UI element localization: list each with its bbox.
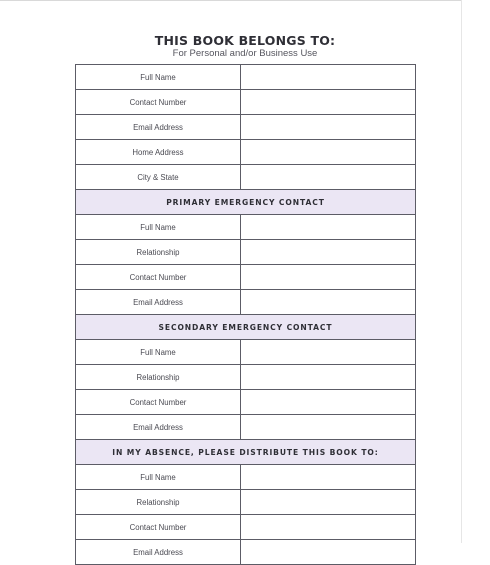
secondary-relationship-field[interactable] bbox=[241, 365, 415, 389]
primary-contact-number-field[interactable] bbox=[241, 265, 415, 289]
form-row-primary-relationship bbox=[76, 240, 415, 265]
top-divider bbox=[0, 0, 462, 1]
absence-email-address-field[interactable] bbox=[241, 540, 415, 564]
field-label: Contact Number bbox=[76, 265, 241, 289]
contact-number-field[interactable] bbox=[241, 90, 415, 114]
form-row-secondary-email-address bbox=[76, 415, 415, 440]
field-label: Full Name bbox=[76, 215, 241, 239]
form-row-absence-contact-number bbox=[76, 515, 415, 540]
absence-contact-number-field[interactable] bbox=[241, 515, 415, 539]
field-label: Home Address bbox=[76, 140, 241, 164]
form-row-email-address bbox=[76, 115, 415, 140]
field-label: Email Address bbox=[76, 290, 241, 314]
absence-full-name-field[interactable] bbox=[241, 465, 415, 489]
field-label: Contact Number bbox=[76, 390, 241, 414]
form-row-home-address bbox=[76, 140, 415, 165]
section-header-primary-emergency: PRIMARY EMERGENCY CONTACT bbox=[76, 190, 415, 215]
field-label: Relationship bbox=[76, 240, 241, 264]
primary-full-name-field[interactable] bbox=[241, 215, 415, 239]
form-row-absence-email-address bbox=[76, 540, 415, 565]
field-label: Contact Number bbox=[76, 90, 241, 114]
form-row-absence-full-name bbox=[76, 465, 415, 490]
secondary-email-address-field[interactable] bbox=[241, 415, 415, 439]
form-row-full-name bbox=[76, 65, 415, 90]
section-header-secondary-emergency: SECONDARY EMERGENCY CONTACT bbox=[76, 315, 415, 340]
primary-email-address-field[interactable] bbox=[241, 290, 415, 314]
form-row-secondary-full-name bbox=[76, 340, 415, 365]
field-label: Relationship bbox=[76, 490, 241, 514]
home-address-field[interactable] bbox=[241, 140, 415, 164]
page-edge bbox=[461, 0, 462, 543]
owner-info-form bbox=[75, 64, 416, 565]
field-label: Email Address bbox=[76, 540, 241, 564]
email-address-field[interactable] bbox=[241, 115, 415, 139]
field-label: Contact Number bbox=[76, 515, 241, 539]
field-label: Full Name bbox=[76, 340, 241, 364]
field-label: Email Address bbox=[76, 115, 241, 139]
field-label: Full Name bbox=[76, 65, 241, 89]
field-label: Full Name bbox=[76, 465, 241, 489]
secondary-full-name-field[interactable] bbox=[241, 340, 415, 364]
form-row-contact-number bbox=[76, 90, 415, 115]
full-name-field[interactable] bbox=[241, 65, 415, 89]
form-row-primary-contact-number bbox=[76, 265, 415, 290]
primary-relationship-field[interactable] bbox=[241, 240, 415, 264]
form-row-primary-email-address bbox=[76, 290, 415, 315]
section-header-absence-distribution: IN MY ABSENCE, PLEASE DISTRIBUTE THIS BOOK TO: bbox=[76, 440, 415, 465]
page-subtitle: For Personal and/or Business Use bbox=[172, 48, 318, 59]
form-row-secondary-relationship bbox=[76, 365, 415, 390]
page-title: THIS BOOK BELONGS TO: bbox=[154, 33, 336, 48]
absence-relationship-field[interactable] bbox=[241, 490, 415, 514]
field-label: Relationship bbox=[76, 365, 241, 389]
form-row-secondary-contact-number bbox=[76, 390, 415, 415]
city-state-field[interactable] bbox=[241, 165, 415, 189]
form-row-absence-relationship bbox=[76, 490, 415, 515]
field-label: City & State bbox=[76, 165, 241, 189]
form-row-city-state bbox=[76, 165, 415, 190]
field-label: Email Address bbox=[76, 415, 241, 439]
secondary-contact-number-field[interactable] bbox=[241, 390, 415, 414]
form-row-primary-full-name bbox=[76, 215, 415, 240]
